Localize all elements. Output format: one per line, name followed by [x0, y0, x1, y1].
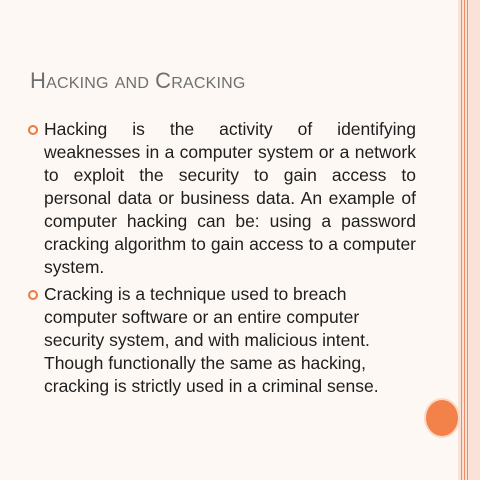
bullet-text: Hacking is the activity of identifying weaknesses in a computer system or a network to exploit the security to gain access to personal data or business data. An example of computer hacking can be: using a password cracking algorithm to gain access to a computer system. — [44, 119, 416, 277]
bullet-circle-icon — [28, 290, 38, 300]
bullet-item-cracking — [28, 283, 416, 398]
decorative-band-line — [467, 0, 468, 480]
decorative-circle — [426, 400, 458, 436]
title-word-1: HACKING — [30, 68, 109, 93]
decorative-band-line — [461, 0, 462, 480]
bullet-text: Cracking is a technique used to breach computer software or an entire computer security system, and with malicious intent. Though functionally the same as hacking, cracking is strictly used in a criminal sense. — [44, 284, 379, 396]
bullet-item-hacking — [28, 118, 416, 279]
bullet-circle-icon — [28, 125, 38, 135]
bullet-list — [28, 118, 416, 402]
slide-title — [30, 68, 246, 94]
decorative-band-line — [464, 0, 465, 480]
title-word-3: CRACKING — [155, 68, 246, 93]
title-word-2: AND — [114, 75, 150, 92]
